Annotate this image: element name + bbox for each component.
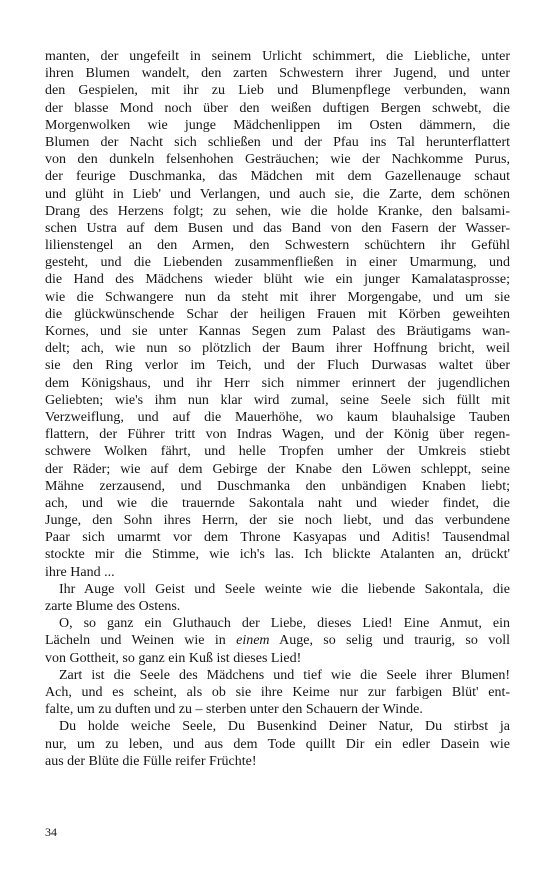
text-line: die glückwünschende Schar der heiligen Frauen mit Körben geweihten bbox=[45, 306, 510, 322]
text-line: Lächeln und Weinen wie in einem Auge, so selig und traurig, so voll bbox=[45, 633, 510, 649]
text-line: wie die Schwangere nun da steht mit ihrer Morgengabe, und um sie bbox=[45, 289, 510, 305]
text-line: manten, der ungefeilt in seinem Urlicht schimmert, die Liebliche, unter bbox=[45, 49, 510, 64]
text-line: ach, und wie die trauernde Sakontala naht und wieder findet, die bbox=[45, 495, 510, 511]
text-line: dem Königshaus, und ihr Herr sich nimmer erinnert der jugendlichen bbox=[45, 375, 510, 391]
text-line: Verzweiflung, und auf die Mauerhöhe, wo kaum blauhalsige Tauben bbox=[45, 409, 510, 425]
text-line: falte, um zu duften und zu – sterben unter den Schauern der Winde. bbox=[45, 702, 423, 718]
text-line: Zart ist die Seele des Mädchens und tief wie die Seele ihrer Blumen! bbox=[59, 667, 510, 683]
text-line: der feurige Duschmanka, das Mädchen mit dem Gazellenauge schaut bbox=[45, 169, 510, 185]
page-body bbox=[45, 48, 510, 770]
text-line: zarte Blume des Ostens. bbox=[45, 599, 181, 614]
text-line: Paar sich umarmt vor dem Throne Kasyapas und Aditis! Tausendmal bbox=[45, 530, 510, 546]
paragraph bbox=[45, 667, 510, 719]
text-line: der Räder; wie auf dem Gebirge der Knabe den Löwen schleppt, seine bbox=[45, 461, 510, 477]
text-line: Junge, den Sohn ihres Herrn, der sie noch liebt, und das verbundene bbox=[45, 513, 510, 529]
text-line: und glüht in Lieb' und Verlangen, und auch sie, die Zarte, dem schönen bbox=[45, 186, 510, 202]
page-number: 34 bbox=[45, 825, 57, 839]
emphasis: einem bbox=[236, 633, 270, 649]
text-line: Blumen der Nacht sich schließen und der Pfau ins Tal herunterflattert bbox=[45, 134, 510, 150]
text-line: delt; ach, wie nun so plötzlich der Baum ihrer Hoffnung bricht, weil bbox=[45, 341, 510, 357]
text-line: Du holde weiche Seele, Du Busenkind Deiner Natur, Du stirbst ja bbox=[59, 719, 510, 735]
text-line: Geliebten; wie's ihm nun klar wird zumal, seine Seele sich füllt mit bbox=[45, 392, 510, 408]
text-line: gesteht, und die Liebenden zusammenfließen in einer Umarmung, und bbox=[45, 255, 510, 271]
text-line: nur, um zu leben, und aus dem Tode quillt Dir ein edler Dasein wie bbox=[45, 736, 510, 752]
text-line: die Hand des Mädchens wieder blüht wie ein junger Kamalatasprosse; bbox=[45, 272, 510, 288]
text-line: Mähne zerzausend, und Duschmanka den unbändigen Knaben liebt; bbox=[45, 478, 510, 494]
text-line: Kornes, und sie unter Kannas Segen zum Palast des Bräutigams wan- bbox=[45, 324, 510, 339]
paragraph bbox=[45, 48, 510, 581]
text-line: ihren Blumen wandelt, den zarten Schwestern ihrer Jugend, und unter bbox=[45, 66, 510, 82]
text-line: flattern, der Führer tritt von Indras Wagen, und der König über regen- bbox=[45, 427, 510, 443]
text-line: Ihr Auge voll Geist und Seele weinte wie die liebende Sakontala, die bbox=[59, 581, 510, 597]
text-line: Ach, und es scheint, als ob sie ihre Keime nur zur farbigen Blüt' ent- bbox=[45, 684, 510, 700]
text-line: sie den Ring verlor im Teich, und der Fluch Durwasas waltet über bbox=[45, 358, 510, 374]
text-line: O, so ganz ein Gluthauch der Liebe, dieses Lied! Eine Anmut, ein bbox=[59, 616, 510, 632]
text-line: den Gespielen, mit ihr zu Lieb und Blumenpflege verbunden, wann bbox=[45, 83, 510, 99]
text-line: schen Ustra auf dem Busen und das Band von den Fasern der Wasser- bbox=[45, 220, 510, 236]
text-line: ihre Hand ... bbox=[45, 564, 115, 580]
text-line: der blasse Mond noch über den weißen duftigen Bergen schwebt, die bbox=[45, 100, 510, 116]
paragraph bbox=[45, 615, 510, 667]
paragraph bbox=[45, 718, 510, 770]
text-line: Drang des Herzens folgt; zu sehen, wie die holde Kranke, den balsami- bbox=[45, 203, 510, 219]
text-line: schwere Wolken fährt, und helle Tropfen umher der Umkreis stiebt bbox=[45, 444, 510, 460]
text-line: Morgenwolken wie junge Mädchenlippen im Osten dämmern, die bbox=[45, 117, 510, 133]
text-line: von den dunkeln felsenhohen Gesträuchen; wie der Nachkomme Purus, bbox=[45, 152, 510, 168]
text-line: aus der Blüte die Fülle reifer Früchte! bbox=[45, 753, 257, 769]
text-line: von Gottheit, so ganz ein Kuß ist dieses Lied! bbox=[45, 650, 302, 666]
text-line: lilienstengel an den Armen, den Schwestern schüchtern ihr Gefühl bbox=[45, 238, 510, 254]
text-line: stockte mir die Stimme, wie ich's las. Ich blickte Atalanten an, drückt' bbox=[45, 547, 510, 563]
paragraph bbox=[45, 581, 510, 615]
